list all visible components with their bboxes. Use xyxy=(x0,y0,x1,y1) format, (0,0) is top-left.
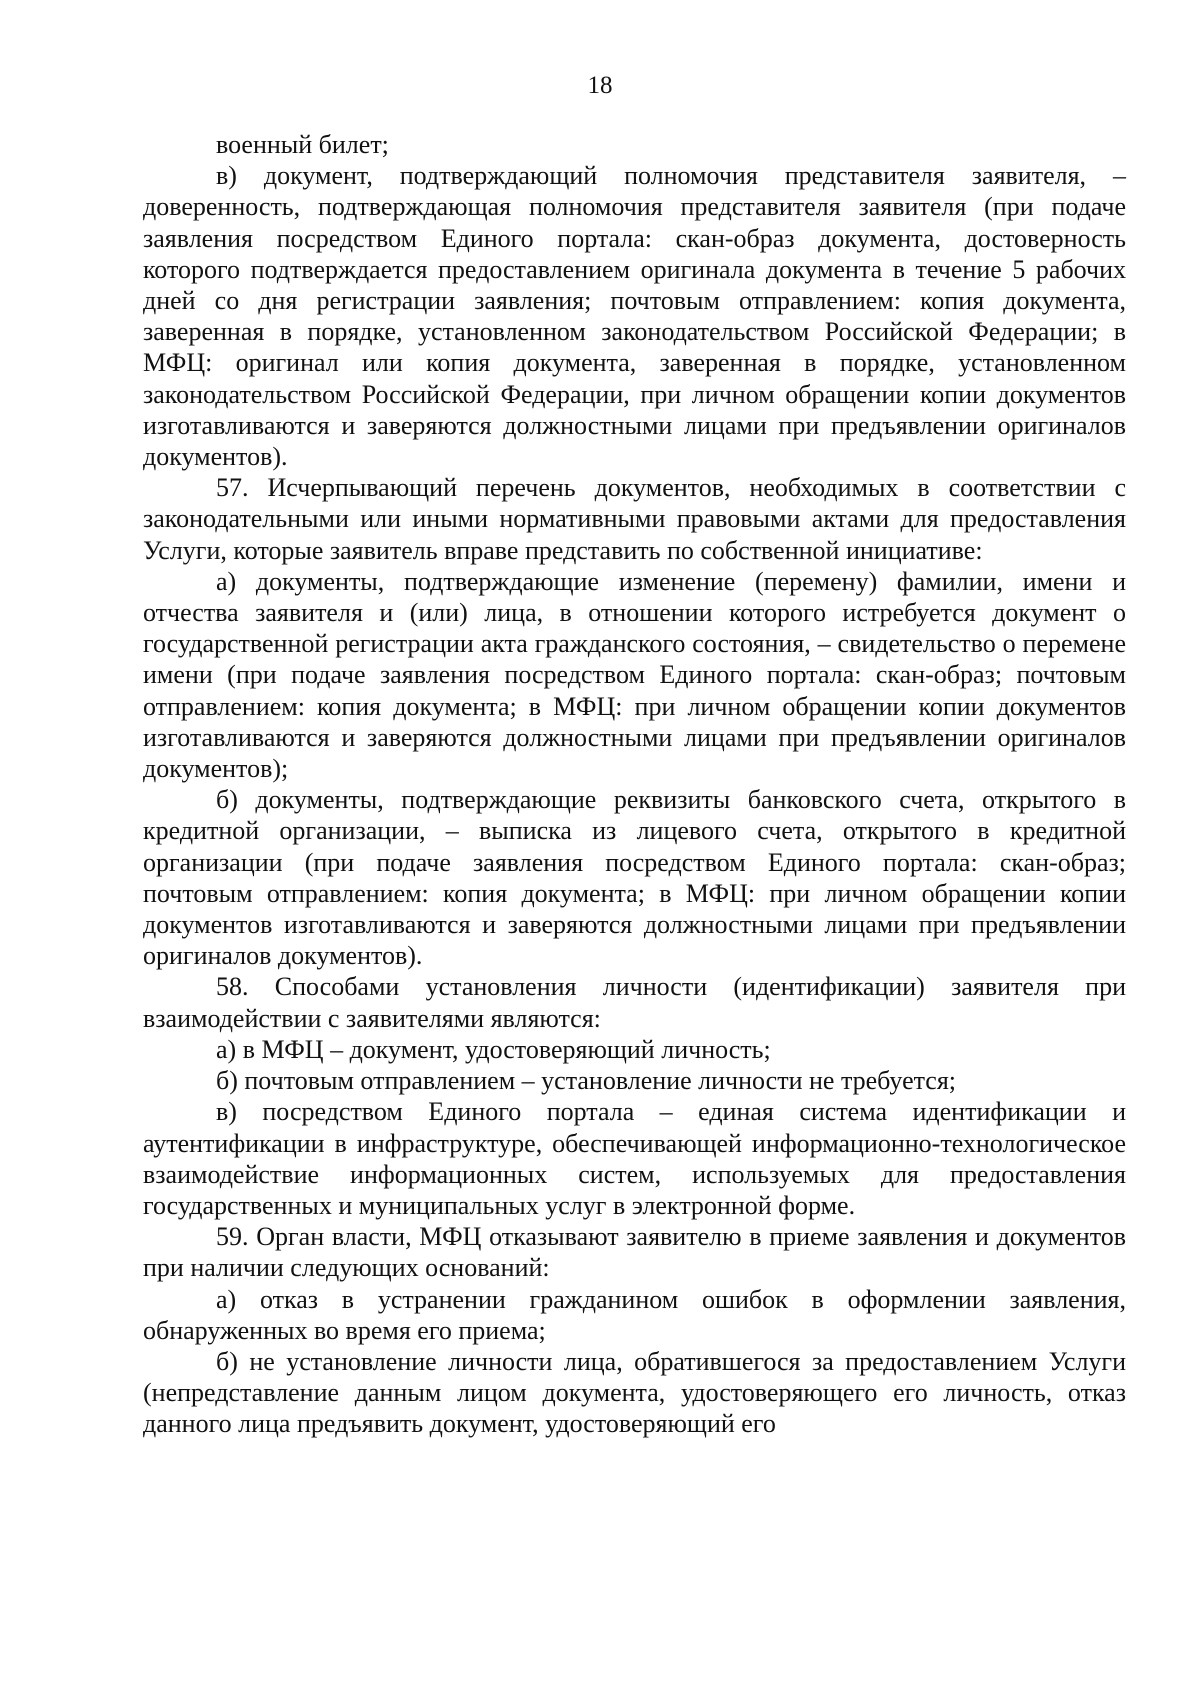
paragraph-58-identification-methods: 58. Способами установления личности (идентификации) заявителя при взаимодействии с заявителями являются: xyxy=(143,972,1126,1033)
paragraph-59-item-a-errors: а) отказ в устранении гражданином ошибок в оформлении заявления, обнаруженных во время его приема; xyxy=(143,1284,1126,1345)
page-number: 18 xyxy=(587,72,613,99)
paragraph-58-item-b-post: б) почтовым отправлением – установление личности не требуется; xyxy=(216,1066,957,1096)
paragraph-57-optional-documents: 57. Исчерпывающий перечень документов, необходимых в соответствии с законодательными или иными нормативными правовыми актами для предоставления Услуги, которые заявитель вправе представить по собственной инициативе: xyxy=(143,473,1126,565)
document-body xyxy=(143,129,1126,1440)
paragraph-58-item-v-portal: в) посредством Единого портала – единая система идентификации и аутентификации в инфраструктуре, обеспечивающей информационно-технологическое взаимодействие информационных систем, используемых для предоставления государственных и муниципальных услуг в электронной форме. xyxy=(143,1097,1126,1220)
paragraph-57-item-a-name-change: а) документы, подтверждающие изменение (перемену) фамилии, имени и отчества заявителя и (или) лица, в отношении которого истребуется документ о государственной регистрации акта гражданского состояния, – свидетельство о перемене имени (при подаче заявления посредством Единого портала: скан-образ; почтовым отправлением: копия документа; в МФЦ: при личном обращении копии документов изготавливаются и заверяются должностными лицами при предъявлении оригиналов документов); xyxy=(143,566,1126,784)
paragraph-59-refusal-grounds: 59. Орган власти, МФЦ отказывают заявителю в приеме заявления и документов при наличии следующих оснований: xyxy=(143,1222,1126,1283)
paragraph-59-item-b-identity: б) не установление личности лица, обратившегося за предоставлением Услуги (непредставление данным лицом документа, удостоверяющего его личность, отказ данного лица предъявить документ, удостоверяющий его xyxy=(143,1346,1126,1439)
paragraph-57-item-b-bank-account: б) документы, подтверждающие реквизиты банковского счета, открытого в кредитной организации, – выписка из лицевого счета, открытого в кредитной организации (при подаче заявления посредством Единого портала: скан-образ; почтовым отправлением: копия документа; в МФЦ: при личном обращении копии документов изготавливаются и заверяются должностными лицами при предъявлении оригиналов документов). xyxy=(143,785,1126,971)
paragraph-item-v-representative-document: в) документ, подтверждающий полномочия представителя заявителя, – доверенность, подтверждающая полномочия представителя заявителя (при подаче заявления посредством Единого портала: скан-образ документа, достоверность которого подтверждается предоставлением оригинала документа в течение 5 рабочих дней со дня регистрации заявления; почтовым отправлением: копия документа, заверенная в порядке, установленном законодательством Российской Федерации; в МФЦ: оригинал или копия документа, заверенная в порядке, установленном законодательством Российской Федерации, при личном обращении копии документов изготавливаются и заверяются должностными лицами при предъявлении оригиналов документов). xyxy=(143,161,1126,472)
paragraph-military-id: военный билет; xyxy=(216,130,389,159)
paragraph-58-item-a-mfc: а) в МФЦ – документ, удостоверяющий личность; xyxy=(216,1034,771,1064)
